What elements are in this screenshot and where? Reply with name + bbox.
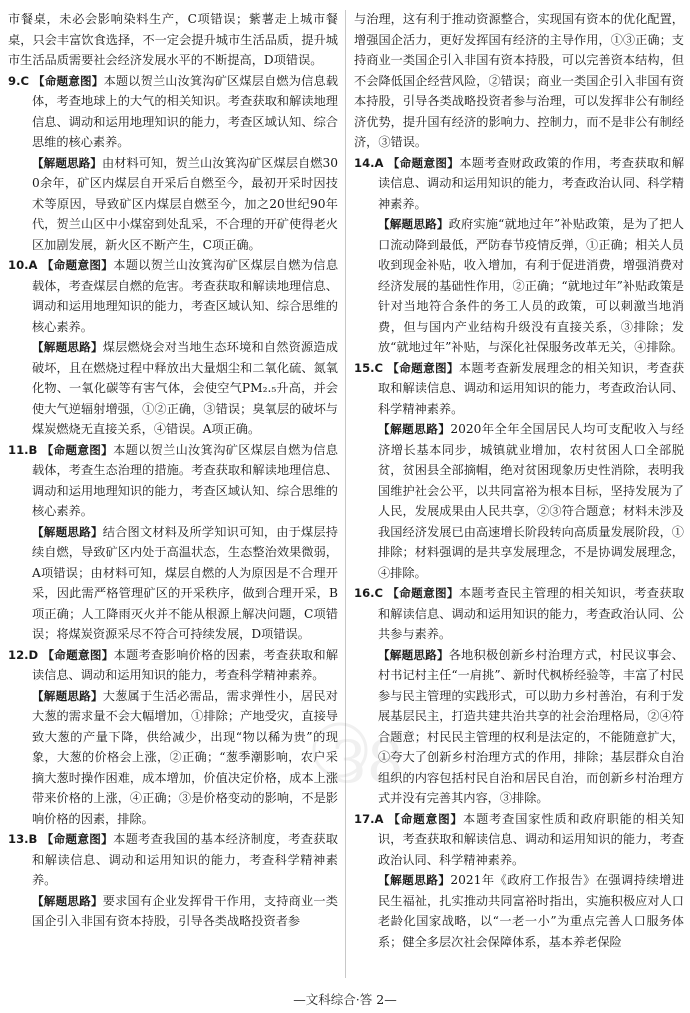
paragraph-text: 要求国有企业发挥骨干作用，支持商业一类国企引入非国有资本持股，引导各类战略投资者参 [32,893,338,928]
solution-paragraph [8,522,338,645]
paragraph-text: 2020年全年全国居民人均可支配收入与经济增长基本同步，城镇就业增加，农村贫困人口全部脱贫，贫困县全部摘帽，绝对贫困现象历史性消除，表明我国维护社会公平，以共同富裕为根本目标，坚持发展为了人民，发展成果由人民共享，②③符合题意；材料未涉及我国经济发展已由高速增长阶段转向高质量发展阶段，①排除；材料强调的是共享发展理念，不是协调发展理念，④排除。 [378,422,684,580]
section-tag: 【命题意图】 [41,832,114,846]
page-footer: —文科综合·答 2— [293,992,397,1007]
question-item [8,255,338,337]
solution-paragraph [8,153,338,256]
paragraph-text: 各地积极创新乡村治理方式，村民议事会、村书记村主任“一肩挑”、新时代枫桥经验等，丰富了村民参与民主管理的实践形式，可以助力乡村善治，有利于发展基层民主，打造共建共治共享的社会治理格局，②④符合题意；村民民主管理的权利是法定的，不能随意扩大，①夸大了创新乡村治理方式的作用，排除；基层群众自治组织的内容包括村民自治和居民自治，而创新乡村治理方式并没有完善其内容，③排除。 [378,647,684,805]
question-number: 11.B [8,442,38,457]
question-number: 13.B [8,832,38,846]
paragraph-text: 本题考查财政政策的作用，考查获取和解读信息、调动和运用知识的能力，考查政治认同、科学精神素养。 [378,155,685,211]
paragraph-text: 本题以贺兰山汝箕沟矿区煤层自燃为信息载体，考查生态治理的措施。考查获取和解读地理信息、调动和运用地理知识的能力，考查区域认知、综合思维的核心素养。 [32,442,338,518]
paragraph-text: 结合图文材料及所学知识可知，由于煤层持续自燃，导致矿区内处于高温状态，生态整治效果微弱，A项错误；由材料可知，煤层自燃的人为原因是不合理开采，因此需严格管理矿区的开采秩序，做到合理开采，B项正确；人工降雨灭火并不能从根源上解决问题，C项错误；将煤炭资源采尽不符合可持续发展，D项错误。 [32,524,338,641]
section-tag: 【解题思路】 [32,340,103,354]
paragraph-text: 本题考查新发展理念的相关知识，考查获取和解读信息、调动和运用知识的能力，考查政治认同、科学精神素养。 [378,360,685,416]
left-column [8,9,338,932]
paragraph-text: 大葱属于生活必需品，需求弹性小，居民对大葱的需求量不会大幅增加，①排除；产地受灾，直接导致大葱的产量下降，供给减少，出现“物以稀为贵”的现象，大葱的价格会上涨，②正确；“葱季潮影响，农户采摘大葱时操作困难，成本增加，价值决定价格，成本上涨带来价格的上涨，④正确；③是价格变动的影响，不是影响价格的因素，排除。 [32,688,338,826]
question-item [8,71,338,153]
question-number: 15.C [354,360,384,375]
solution-paragraph [8,686,338,830]
right-column [354,9,684,952]
section-tag: 【命题意图】 [33,73,104,88]
paragraph-text: 本题以贺兰山汝箕沟矿区煤层自燃为信息载体，考查地球上的大气的相关知识。考查获取和解读地理信息、调动和运用地理知识的能力，考查区域认知、综合思维的核心素养。 [32,73,339,149]
question-number: 17.A [354,811,384,826]
section-tag: 【解题思路】 [378,217,449,231]
section-tag: 【解题思路】 [32,524,103,539]
section-tag: 【命题意图】 [41,258,114,272]
question-number: 12.D [8,647,39,662]
section-tag: 【解题思路】 [32,688,103,703]
paragraph-text: 煤层燃烧会对当地生态环境和自然资源造成破坏，且在燃烧过程中释放出大量烟尘和二氧化硫、氮氧化物、一氧化碳等有害气体，会使空气PM₂.₅升高，并会使大气逆辐射增强，①②正确，③错误；臭氧层的破坏与煤炭燃烧无直接关系，④错误。A项正确。 [32,340,338,436]
paragraph-text: 由材料可知，贺兰山汝箕沟矿区煤层自燃300余年，矿区内煤层自开采后自燃至今，最初开采时因技术等原因，导致矿区内煤层自燃至今，加之20世纪90年代，贺兰山区中小煤窑到处乱采，不合理的开矿使得老火区加剧发展，新火区不断产生，C项正确。 [32,155,338,252]
paragraph-text: 本题考查影响价格的因素，考查获取和解读信息、调动和运用知识的能力，考查科学精神素养。 [32,647,339,682]
solution-paragraph [8,891,338,932]
section-tag: 【解题思路】 [378,873,451,887]
paragraph-text: 本题考查我国的基本经济制度，考查获取和解读信息、调动和运用知识的能力，考查科学精神素养。 [32,832,338,887]
section-tag: 【命题意图】 [388,811,464,826]
paragraph-text: 本题考查国家性质和政府职能的相关知识，考查获取和解读信息、调动和运用知识的能力，考查政治认同、科学精神素养。 [378,811,685,867]
section-tag: 【解题思路】 [32,893,103,908]
section-tag: 【解题思路】 [378,422,451,436]
paragraph-text: 2021年《政府工作报告》在强调持续增进民生福祉，扎实推动共同富裕时指出，实施积极应对人口老龄化国家战略，以“一老一小”为重点完善人口服务体系；健全多层次社会保障体系，基本养老保险 [378,873,684,949]
watermark-logo [300,710,410,800]
question-item [8,440,338,522]
question-item [354,358,684,420]
question-number: 14.A [354,155,384,170]
solution-paragraph [354,419,684,583]
question-item [8,829,338,891]
section-tag: 【命题意图】 [387,155,460,170]
section-tag: 【命题意图】 [42,647,114,662]
column-divider [345,10,346,978]
section-tag: 【解题思路】 [32,155,102,170]
question-item [354,809,684,871]
section-tag: 【命题意图】 [41,442,114,457]
paragraph-text: 政府实施“就地过年”补贴政策，是为了把人口流动降到最低，严防春节疫情反弹，①正确；相关人员收到现金补贴，收入增加，有利于促进消费，增强消费对经济发展的基础性作用，②正确；“就地过年”补贴政策是针对当地符合条件的务工人员的政策，可以刺激当地消费，但与国内产业结构升级没有直接关系，③排除；发放“就地过年”补贴，与深化社保服务改革无关，④排除。 [378,217,684,354]
question-item [8,645,338,686]
section-tag: 【命题意图】 [387,360,459,375]
paragraph-text: 市餐桌，未必会影响染料生产，C项错误；紫薯走上城市餐桌，只会丰富饮食选择，不一定会提升城市生活品质，提升城市生活品质需要社会经济发展水平的不断提高，D项错误。 [8,12,338,67]
question-item [354,583,684,645]
section-tag: 【命题意图】 [387,586,459,600]
continued-paragraph [354,9,684,153]
solution-paragraph [354,870,684,952]
svg-text:38: 38 [330,728,404,796]
solution-paragraph [8,337,338,440]
solution-paragraph [354,214,684,358]
question-number: 10.A [8,258,38,272]
question-number: 16.C [354,586,384,600]
paragraph-text: 与治理，这有利于推动资源整合，实现国有资本的优化配置，增强国企活力，更好发挥国有经济的主导作用，①③正确；支持商业一类国企引入非国有资本持股，可以完善资本结构，但不会降低国企经营风险，②错误；商业一类国企引入非国有资本持股，引导各类战略投资者参与治理，可以发挥非公有制经济优势，提升国有经济的影响力、控制力，而不是非公有制经济，③错误。 [354,12,684,149]
paragraph-text: 本题考查民主管理的相关知识，考查获取和解读信息、调动和运用知识的能力，考查政治认同、公共参与素养。 [378,586,685,641]
question-number: 9.C [8,73,29,88]
paragraph-text: 本题以贺兰山汝箕沟矿区煤层自燃为信息载体，考查煤层自燃的危害。考查获取和解读地理信息、调动和运用地理知识的能力，考查区域认知、综合思维的核心素养。 [32,258,339,334]
question-item [354,153,684,215]
continued-paragraph [8,9,338,71]
section-tag: 【解题思路】 [378,647,449,662]
